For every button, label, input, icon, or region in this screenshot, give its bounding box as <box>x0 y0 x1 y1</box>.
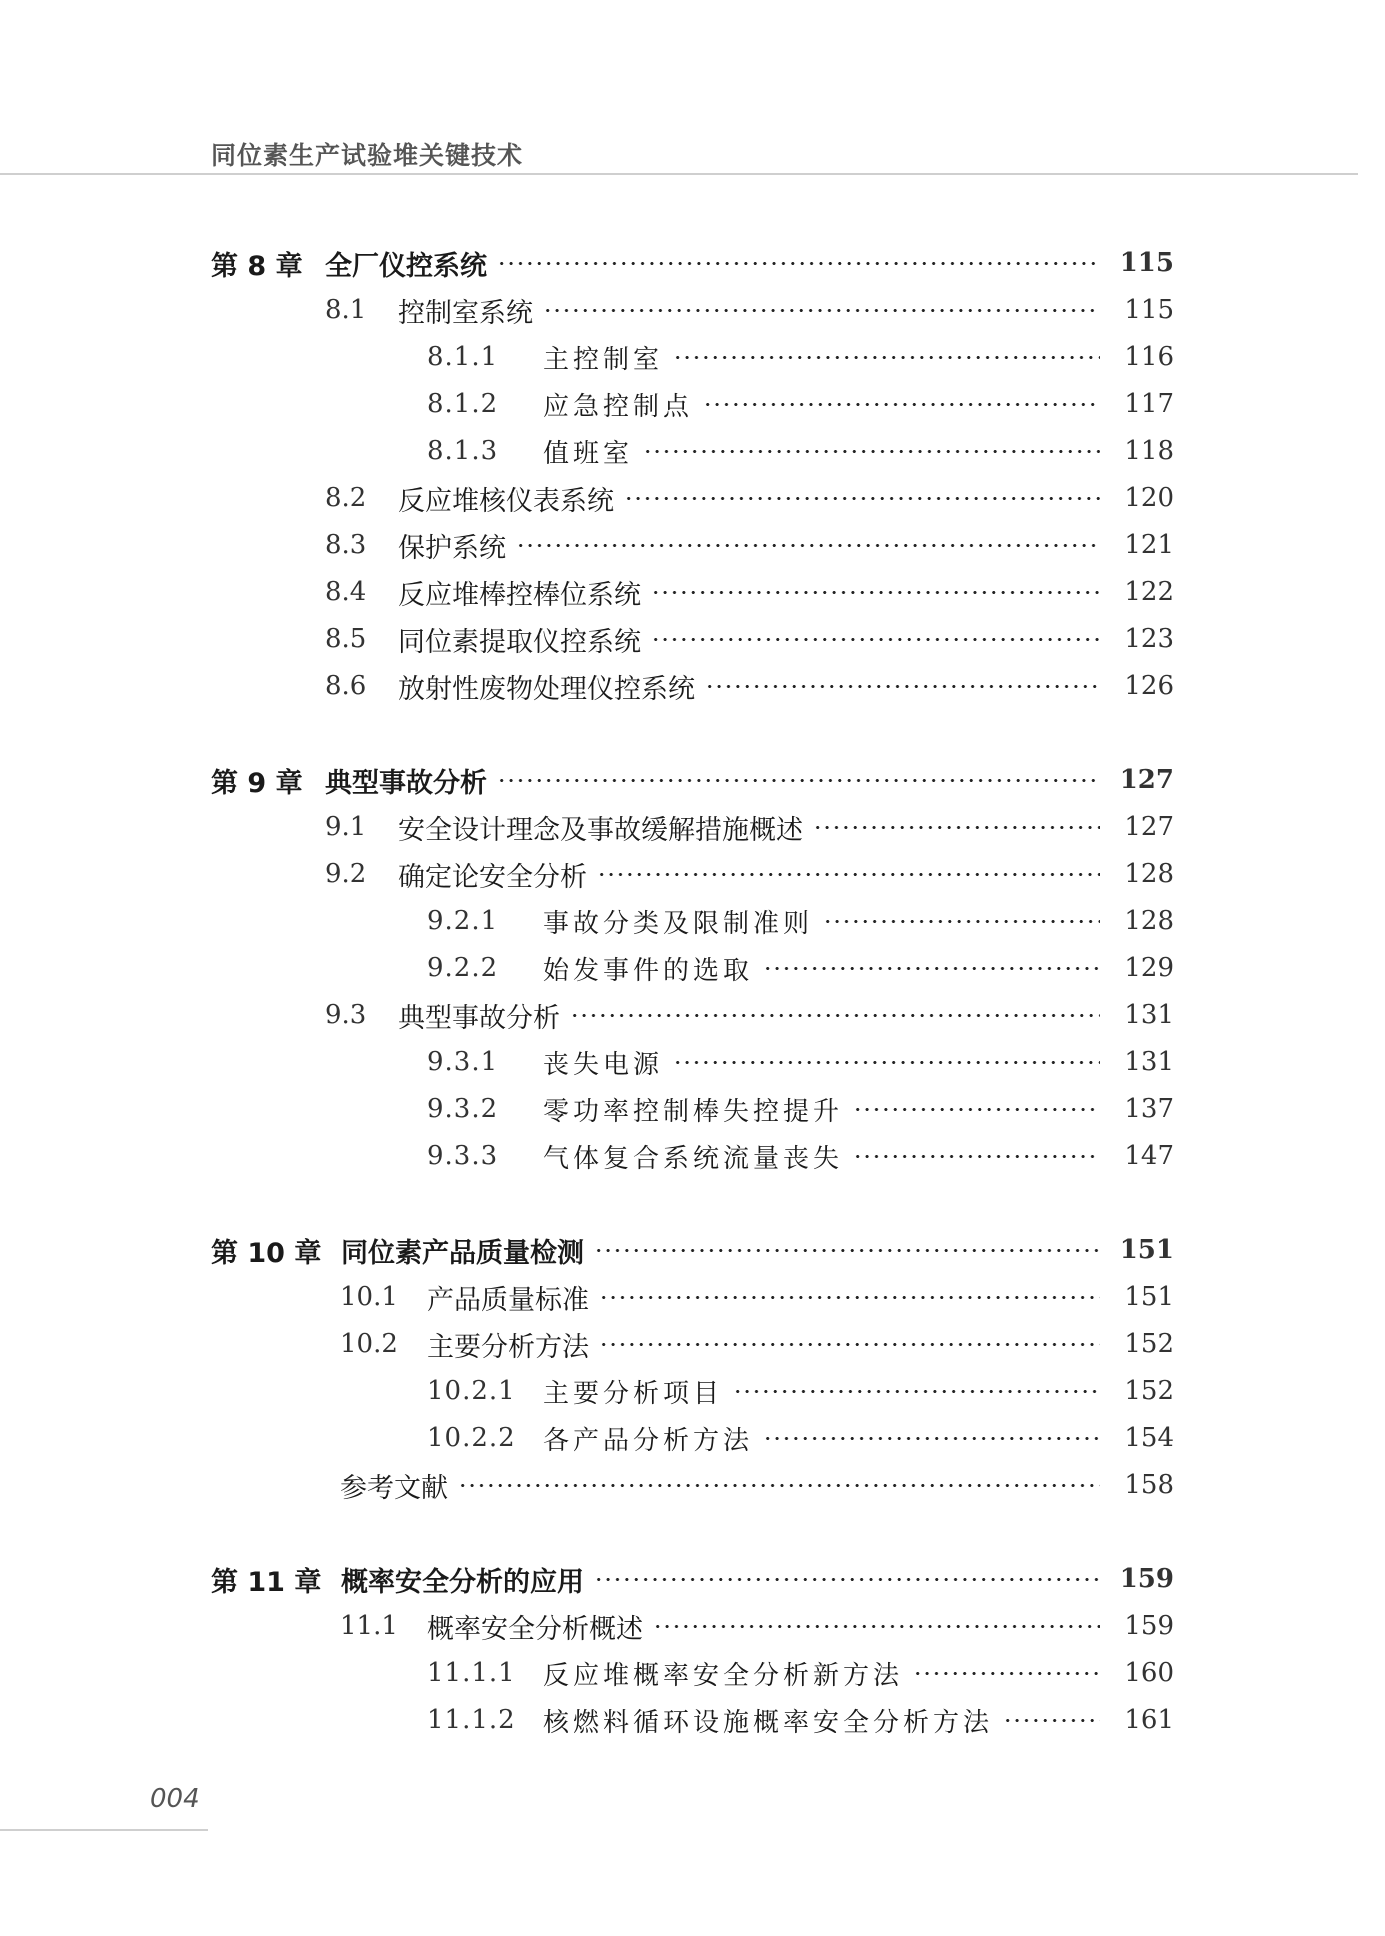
toc-entry-title: 事故分类及限制准则 <box>543 908 814 939</box>
toc-entry-page: 151 <box>1124 1282 1174 1312</box>
toc-entry-number: 第 8 章 <box>211 250 303 282</box>
toc-entry-number: 8.2 <box>325 483 367 513</box>
toc-entry-number: 9.3.3 <box>427 1141 499 1171</box>
toc-entry-sub[interactable] <box>0 1371 1385 1411</box>
toc-entry-number: 8.6 <box>325 671 367 701</box>
toc-entry-chapter[interactable] <box>0 243 1385 283</box>
toc-entry-number: 10.1 <box>340 1282 398 1312</box>
dot-leader <box>599 1296 1100 1299</box>
toc-entry-page: 159 <box>1124 1611 1174 1641</box>
toc-entry-page: 131 <box>1124 1000 1174 1030</box>
toc-entry-number: 10.2.1 <box>427 1376 516 1406</box>
toc-entry-chapter[interactable] <box>0 1230 1385 1270</box>
toc-entry-title: 反应堆棒控棒位系统 <box>398 579 641 611</box>
toc-entry-section[interactable] <box>0 290 1385 330</box>
toc-entry-page: 121 <box>1124 530 1174 560</box>
dot-leader <box>673 1061 1100 1064</box>
dot-leader <box>733 1390 1100 1393</box>
dot-leader <box>599 1343 1100 1346</box>
toc-entry-chapter[interactable] <box>0 1559 1385 1599</box>
header-divider <box>0 173 1358 175</box>
toc-entry-sub[interactable] <box>0 1089 1385 1129</box>
toc-entry-number: 8.1.1 <box>427 342 499 372</box>
toc-entry-title: 丧失电源 <box>543 1049 664 1080</box>
toc-entry-page: 129 <box>1124 953 1174 983</box>
dot-leader <box>653 1625 1100 1628</box>
toc-entry-title: 主要分析项目 <box>543 1378 724 1409</box>
toc-entry-title: 始发事件的选取 <box>543 955 754 986</box>
toc-entry-number: 9.3.1 <box>427 1047 499 1077</box>
toc-entry-page: 128 <box>1124 906 1174 936</box>
toc-entry-title: 概率安全分析的应用 <box>341 1566 584 1598</box>
toc-entry-number: 9.2 <box>325 859 367 889</box>
toc-entry-sub[interactable] <box>0 948 1385 988</box>
dot-leader <box>651 591 1100 594</box>
toc-entry-sub[interactable] <box>0 901 1385 941</box>
toc-entry-number: 10.2 <box>340 1329 398 1359</box>
dot-leader <box>497 779 1100 782</box>
toc-entry-page: 117 <box>1124 389 1174 419</box>
toc-entry-page: 118 <box>1124 436 1174 466</box>
dot-leader <box>913 1672 1100 1675</box>
dot-leader <box>516 544 1100 547</box>
dot-leader <box>823 920 1100 923</box>
toc-entry-number: 8.1.2 <box>427 389 499 419</box>
toc-entry-number: 8.5 <box>325 624 367 654</box>
toc-entry-title: 同位素产品质量检测 <box>341 1237 584 1269</box>
toc-entry-number: 9.1 <box>325 812 367 842</box>
dot-leader <box>497 262 1100 265</box>
toc-entry-title: 安全设计理念及事故缓解措施概述 <box>398 814 803 846</box>
toc-entry-page: 151 <box>1119 1235 1174 1265</box>
toc-entry-title: 典型事故分析 <box>398 1002 560 1034</box>
toc-entry-number: 9.2.2 <box>427 953 499 983</box>
toc-entry-page: 128 <box>1124 859 1174 889</box>
page-number: 004 <box>150 1784 200 1814</box>
toc-entry-section[interactable] <box>0 807 1385 847</box>
toc-entry-sub[interactable] <box>0 1700 1385 1740</box>
toc-entry-number: 8.1 <box>325 295 367 325</box>
toc-entry-number: 10.2.2 <box>427 1423 516 1453</box>
toc-entry-page: 154 <box>1124 1423 1174 1453</box>
toc-entry-title: 保护系统 <box>398 532 506 564</box>
toc-entry-title: 确定论安全分析 <box>398 861 587 893</box>
toc-entry-title: 全厂仪控系统 <box>325 250 487 282</box>
toc-entry-number: 9.2.1 <box>427 906 499 936</box>
toc-entry-number: 11.1 <box>340 1611 398 1641</box>
toc-entry-number: 11.1.1 <box>427 1658 516 1688</box>
footer-divider <box>0 1829 208 1831</box>
toc-entry-section[interactable] <box>0 1606 1385 1646</box>
toc-entry-title: 放射性废物处理仪控系统 <box>398 673 695 705</box>
toc-entry-number: 第 9 章 <box>211 767 303 799</box>
toc-entry-title: 概率安全分析概述 <box>427 1613 643 1645</box>
dot-leader <box>673 356 1100 359</box>
toc-entry-number: 9.3 <box>325 1000 367 1030</box>
toc-entry-chapter[interactable] <box>0 760 1385 800</box>
toc-entry-page: 159 <box>1119 1564 1174 1594</box>
toc-entry-page: 120 <box>1124 483 1174 513</box>
toc-entry-page: 115 <box>1124 295 1174 325</box>
toc-entry-title: 核燃料循环设施概率安全分析方法 <box>543 1707 994 1738</box>
toc-entry-page: 115 <box>1119 248 1174 278</box>
dot-leader <box>570 1014 1100 1017</box>
toc-entry-title: 反应堆核仪表系统 <box>398 485 614 517</box>
toc-entry-page: 161 <box>1124 1705 1174 1735</box>
toc-entry-title: 应急控制点 <box>543 391 694 422</box>
toc-entry-page: 122 <box>1124 577 1174 607</box>
toc-entry-number: 8.1.3 <box>427 436 499 466</box>
toc-entry-page: 126 <box>1124 671 1174 701</box>
toc-entry-number: 8.4 <box>325 577 367 607</box>
toc-entry-title: 气体复合系统流量丧失 <box>543 1143 844 1174</box>
toc-entry-ref[interactable] <box>0 1465 1385 1505</box>
toc-entry-title: 控制室系统 <box>398 297 533 329</box>
toc-entry-title: 值班室 <box>543 438 634 469</box>
toc-entry-number: 11.1.2 <box>427 1705 516 1735</box>
toc-entry-page: 116 <box>1124 342 1174 372</box>
toc-entry-section[interactable] <box>0 619 1385 659</box>
toc-entry-section[interactable] <box>0 854 1385 894</box>
dot-leader <box>458 1484 1100 1487</box>
toc-entry-number: 8.3 <box>325 530 367 560</box>
toc-entry-title: 主要分析方法 <box>427 1331 589 1363</box>
toc-entry-page: 123 <box>1124 624 1174 654</box>
dot-leader <box>763 967 1100 970</box>
dot-leader <box>543 309 1100 312</box>
toc-entry-section[interactable] <box>0 995 1385 1035</box>
toc-entry-title: 同位素提取仪控系统 <box>398 626 641 658</box>
toc-entry-title: 零功率控制棒失控提升 <box>543 1096 844 1127</box>
dot-leader <box>705 685 1100 688</box>
toc-entry-page: 127 <box>1124 812 1174 842</box>
toc-entry-title: 各产品分析方法 <box>543 1425 754 1456</box>
dot-leader <box>643 450 1100 453</box>
toc-entry-page: 127 <box>1119 765 1174 795</box>
toc-entry-title: 典型事故分析 <box>325 767 487 799</box>
toc-entry-page: 147 <box>1124 1141 1174 1171</box>
toc-entry-section[interactable] <box>0 666 1385 706</box>
toc-entry-page: 160 <box>1124 1658 1174 1688</box>
toc-entry-number: 9.3.2 <box>427 1094 499 1124</box>
toc-entry-title: 产品质量标准 <box>427 1284 589 1316</box>
toc-entry-number: 第 11 章 <box>211 1566 322 1598</box>
toc-entry-page: 137 <box>1124 1094 1174 1124</box>
toc-entry-sub[interactable] <box>0 1136 1385 1176</box>
dot-leader <box>624 497 1100 500</box>
running-header-title: 同位素生产试验堆关键技术 <box>211 141 524 170</box>
toc-entry-page: 152 <box>1124 1329 1174 1359</box>
dot-leader <box>594 1578 1100 1581</box>
toc-entry-section[interactable] <box>0 1324 1385 1364</box>
dot-leader <box>651 638 1100 641</box>
dot-leader <box>1003 1719 1100 1722</box>
dot-leader <box>763 1437 1100 1440</box>
dot-leader <box>703 403 1100 406</box>
toc-entry-section[interactable] <box>0 478 1385 518</box>
toc-entry-page: 152 <box>1124 1376 1174 1406</box>
dot-leader <box>853 1155 1100 1158</box>
toc-entry-section[interactable] <box>0 1277 1385 1317</box>
toc-entry-sub[interactable] <box>0 1653 1385 1693</box>
toc-entry-page: 131 <box>1124 1047 1174 1077</box>
toc-entry-section[interactable] <box>0 525 1385 565</box>
toc-entry-sub[interactable] <box>0 337 1385 377</box>
toc-entry-title: 参考文献 <box>340 1472 448 1504</box>
toc-entry-sub[interactable] <box>0 1418 1385 1458</box>
toc-entry-sub[interactable] <box>0 1042 1385 1082</box>
toc-entry-number: 第 10 章 <box>211 1237 322 1269</box>
toc-entry-page: 158 <box>1124 1470 1174 1500</box>
dot-leader <box>594 1249 1100 1252</box>
toc-entry-sub[interactable] <box>0 384 1385 424</box>
toc-entry-title: 主控制室 <box>543 344 664 375</box>
toc-entry-title: 反应堆概率安全分析新方法 <box>543 1660 904 1691</box>
toc-entry-sub[interactable] <box>0 431 1385 471</box>
toc-entry-section[interactable] <box>0 572 1385 612</box>
dot-leader <box>853 1108 1100 1111</box>
dot-leader <box>813 826 1100 829</box>
dot-leader <box>597 873 1100 876</box>
